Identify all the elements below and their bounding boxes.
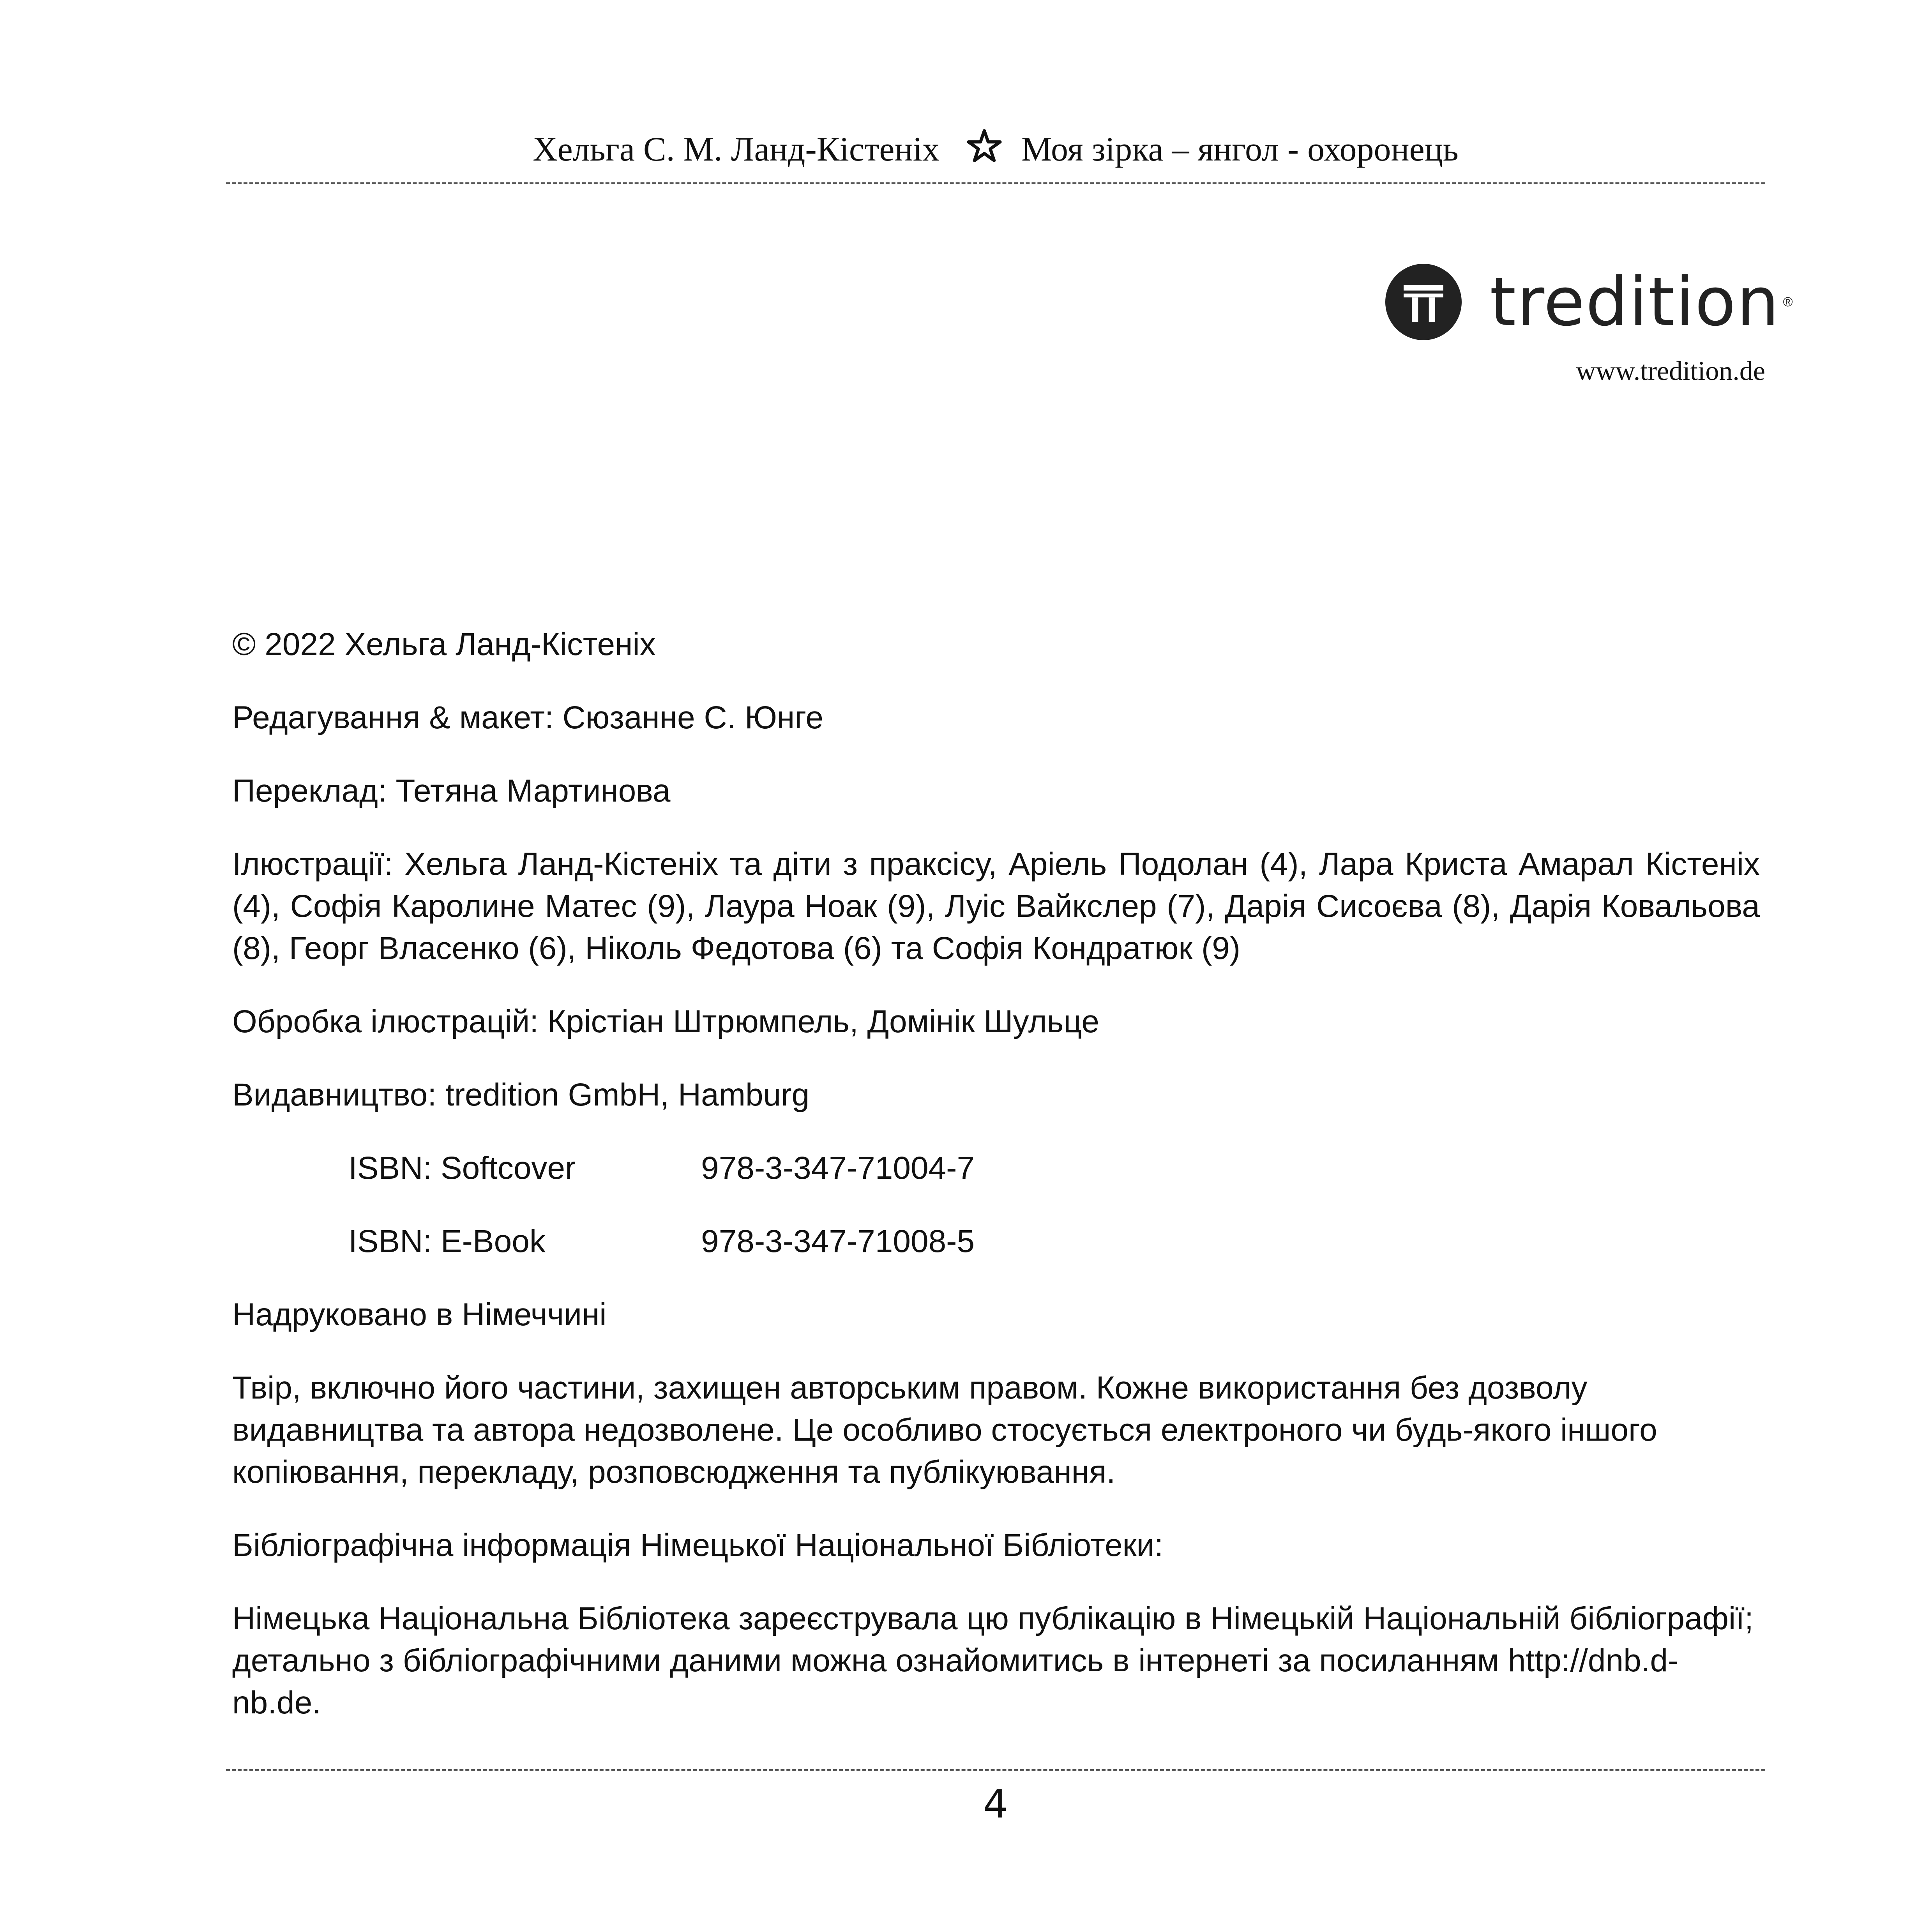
logo-wordmark: tredition <box>1490 263 1780 341</box>
isbn-value: 978-3-347-71008-5 <box>701 1224 975 1259</box>
isbn-softcover <box>348 1147 1760 1189</box>
registered-mark: ® <box>1783 294 1793 309</box>
isbn-label: ISBN: Softcover <box>348 1150 576 1186</box>
footer-divider <box>226 1769 1765 1771</box>
star-icon <box>967 129 1002 164</box>
illustrations-credit: Ілюстрації: Хельга Ланд-Кістеніх та діти з праксісу, Аріель Подолан (4), Лара Криста Амарал Кістеніх (4), Софія Каролине Матес (9), Лаура Ноак (9), Луіс Вайкслер (7), Дарія Сисоєва (8), Дарія Ковальова (8), Георг Власенко (6), Ніколь Федотова (6) та Софія Кондратюк (9) <box>232 846 1760 966</box>
imprint-body <box>232 623 1760 1755</box>
bibliographic-text: Німецька Національна Бібліотека зареєструвала цю публікацію в Німецькій Національній бібліографії; детально з бібліографічними даними можна ознайомитись в інтернеті за посиланням http://dnb.d-nb.de. <box>232 1601 1754 1720</box>
bibliographic-heading: Бібліографічна інформація Німецької Національної Бібліотеки: <box>232 1528 1164 1563</box>
header-author: Хельга С. М. Ланд-Кістеніх <box>533 131 940 168</box>
copyright-line: © 2022 Хельга Ланд-Кістеніх <box>232 627 656 662</box>
header-divider <box>226 182 1765 184</box>
tredition-logo <box>1385 263 1793 341</box>
rights-notice: Твір, включно його частини, захищен авторським правом. Кожне використання без дозволу видавництва та автора недозволене. Це особливо стосується електроного чи будь-якого іншого копіювання, перекладу, розповсюдження та публікуювання. <box>232 1370 1657 1490</box>
editing-credit: Редагування & макет: Сюзанне С. Юнге <box>232 700 823 735</box>
printed-in-line: Надруковано в Німеччині <box>232 1297 607 1332</box>
isbn-label: ISBN: E-Book <box>348 1224 546 1259</box>
running-header <box>226 129 1765 167</box>
tredition-logo-icon <box>1385 264 1462 340</box>
illustration-processing-credit: Обробка ілюстрацій: Крістіан Штрюмпель, Домінік Шульце <box>232 1004 1099 1039</box>
translation-credit: Переклад: Тетяна Мартинова <box>232 773 671 809</box>
isbn-value: 978-3-347-71004-7 <box>701 1150 975 1186</box>
header-title: Моя зірка – янгол - охоронець <box>1021 131 1459 168</box>
isbn-ebook <box>348 1220 1760 1263</box>
publisher-line: Видавництво: tredition GmbH, Hamburg <box>232 1077 810 1113</box>
publisher-website: www.tredition.de <box>1576 356 1765 386</box>
page-number: 4 <box>983 1781 1008 1827</box>
